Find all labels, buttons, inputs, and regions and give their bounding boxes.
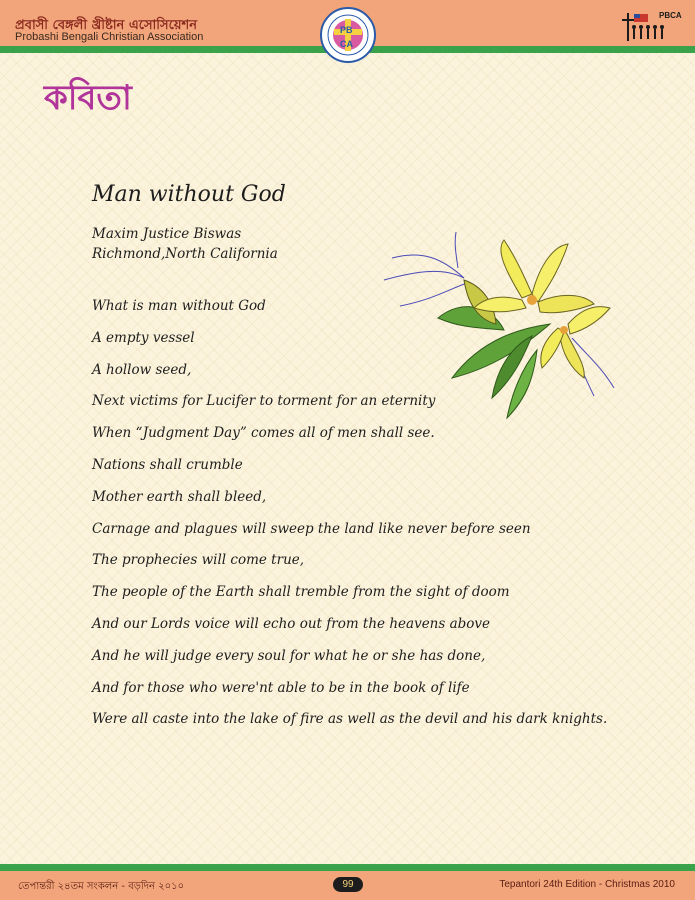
pbca-seal-logo	[320, 7, 376, 63]
svg-text:PB: PB	[340, 25, 353, 35]
svg-text:CA: CA	[340, 39, 353, 49]
poem-line: Nations shall crumble	[92, 456, 243, 473]
poem-line: Were all caste into the lake of fire as well as the devil and his dark knights.	[92, 711, 608, 728]
footer-publication-bengali: তেপান্তরী ২৪তম সংকলন - বড়দিন ২০১০	[18, 881, 185, 892]
org-name-english: Probashi Bengali Christian Association	[15, 31, 204, 43]
poem-line: The people of the Earth shall tremble from the sight of doom	[92, 584, 510, 601]
poem-byline	[92, 224, 278, 264]
footer-green-stripe	[0, 864, 695, 871]
poem-line: And our Lords voice will echo out from the heavens above	[92, 615, 491, 632]
poem-title: Man without God	[92, 182, 286, 207]
poem-author: Maxim Justice Biswas	[92, 226, 242, 242]
poem-line: When “Judgment Day” comes all of men shall see.	[92, 425, 435, 442]
poem-line: And for those who were'nt able to be in the book of life	[92, 679, 470, 696]
org-name-bengali: প্রবাসী বেঙ্গলী খ্রীষ্টান এসোসিয়েশন	[15, 18, 197, 33]
poem-line: And he will judge every soul for what he or she has done,	[92, 647, 486, 664]
poem-line: Next victims for Lucifer to torment for an eternity	[92, 393, 436, 410]
poem-line: Carnage and plagues will sweep the land like never before seen	[92, 520, 531, 537]
poem-line: A empty vessel	[92, 329, 195, 346]
poem-line: What is man without God	[92, 298, 266, 314]
lily-flower-illustration	[372, 228, 622, 424]
section-title: কবিতা	[44, 78, 132, 118]
poem-line: The prophecies will come true,	[92, 552, 305, 569]
poem-location: Richmond,North California	[92, 246, 278, 262]
corner-logo-text: PBCA	[659, 11, 682, 20]
poem-line: Mother earth shall bleed,	[92, 488, 267, 505]
page-number-badge: 99	[333, 877, 363, 892]
footer-publication-english: Tepantori 24th Edition - Christmas 2010	[499, 879, 675, 890]
poem-line: A hollow seed,	[92, 361, 192, 378]
